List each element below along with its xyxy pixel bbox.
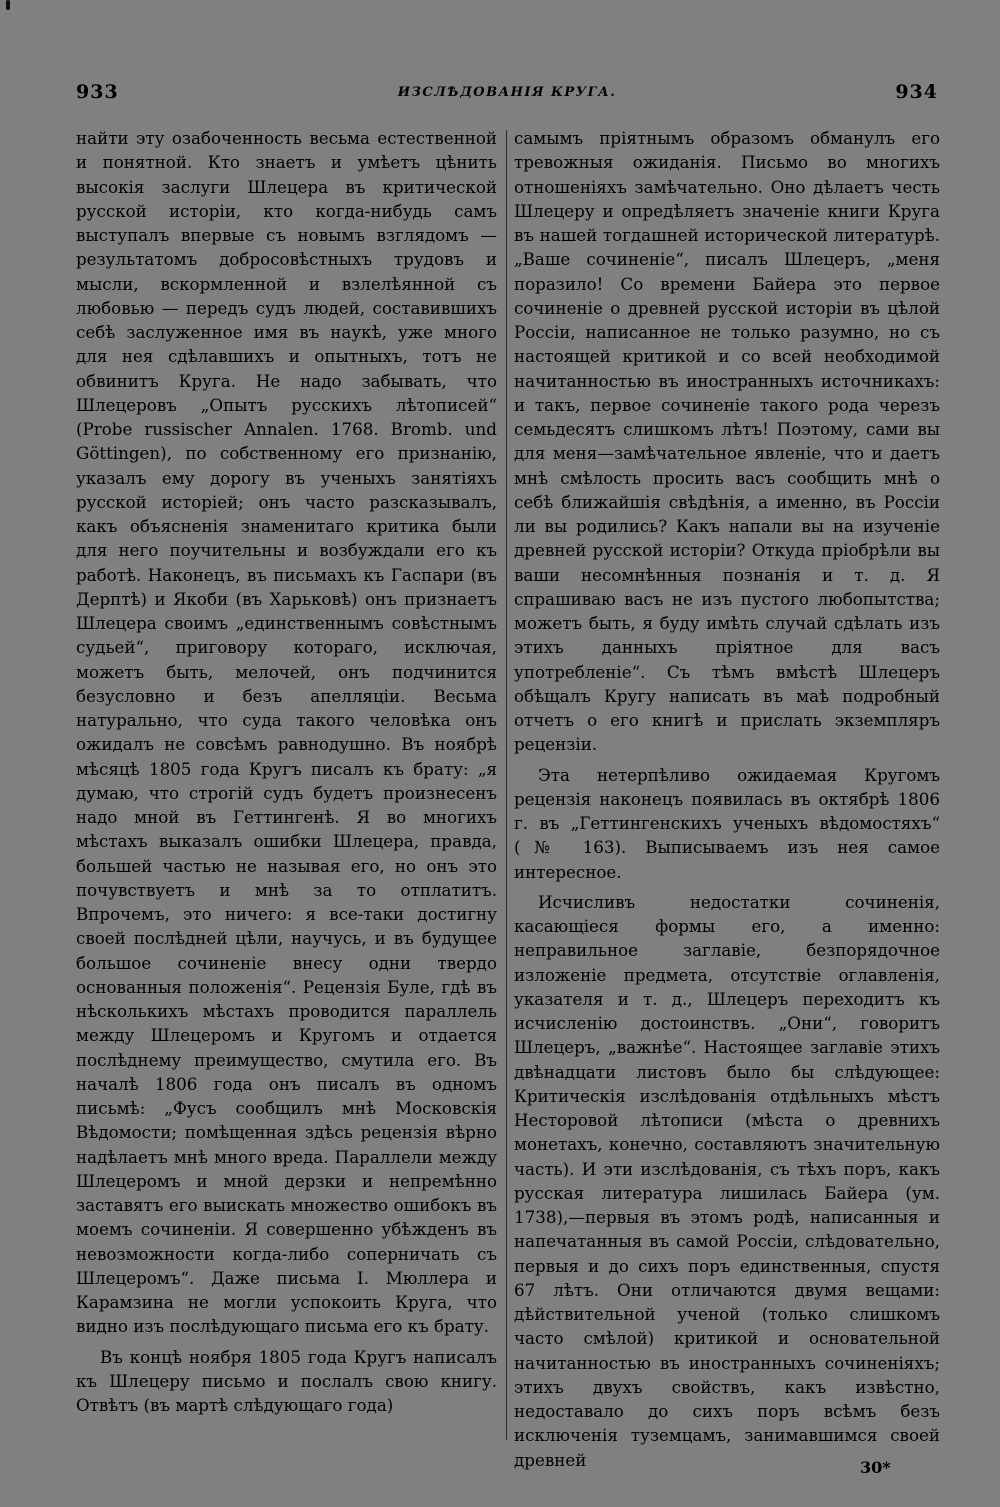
left-column-paragraph: Въ концѣ ноября 1805 года Кругъ написалъ къ Шлецеру письмо и послалъ свою книгу. Отвѣтъ (въ мартѣ слѣдующаго года)	[76, 1346, 497, 1415]
right-column-paragraph: Исчисливъ недостатки сочиненія, касающіеся формы его, а именно: неправильное заглавіе, безпорядочное изложеніе предмета, отсутствіе оглавленія, указателя и т. д., Шлецеръ переходитъ къ исчисленію достоинствъ. „Они“, говоритъ Шлецеръ, „важнѣе“. Настоящее заглавіе этихъ двѣнадцати листовъ было бы слѣдующее: Критическія изслѣдованія отдѣльныхъ мѣстъ Несторовой лѣтописи (мѣста о древнихъ монетахъ, конечно, составляютъ значительную часть). И эти изслѣдованія, съ тѣхъ поръ, какъ русская литература лишилась Байера (ум. 1738),—первыя въ этомъ родѣ, написанныя и напечатанныя въ самой Россіи, слѣдовательно, первыя и до сихъ поръ единственныя, спустя 67 лѣтъ. Они отличаются двумя вещами: дѣйствительной ученой (только слишкомъ часто смѣлой) критикой и основательной начитанностью въ иностранныхъ сочиненіяхъ; этихъ двухъ свойствъ, какъ извѣстно, недоставало до сихъ поръ всѣмъ безъ исключенія туземцамъ, занимавшимся своей древней	[514, 891, 940, 1470]
left-text-column	[76, 126, 497, 1417]
left-page-number: 933	[76, 81, 119, 103]
left-column-paragraph: найти эту озабоченность весьма естественной и понятной. Кто знаетъ и умѣетъ цѣнить высокія заслуги Шлецера въ критической русской исторіи, кто когда-нибудь самъ выступалъ впервые съ новымъ взглядомъ — результатомъ добросовѣстныхъ трудовъ и мысли, вскормленной и взлелѣянной съ любовью — передъ судъ людей, составившихъ себѣ заслуженное имя въ наукѣ, уже много для нея сдѣлавшихъ и опытныхъ, тотъ не обвинитъ Круга. Не надо забывать, что Шлецеровъ „Опытъ русскихъ лѣтописей“ (Probe russischer Annalen. 1768. Bromb. und Göttingen), по собственному его признанію, указалъ ему дорогу въ ученыхъ занятіяхъ русской исторіей; онъ часто разсказывалъ, какъ объясненія знаменитаго критика были для него поучительны и возбуждали его къ работѣ. Наконецъ, въ письмахъ къ Гаспари (въ Дерптѣ) и Якоби (въ Харьковѣ) онъ признаетъ Шлецера своимъ „единственнымъ совѣстнымъ судьей“, приговору котораго, исключая, можетъ быть, мелочей, онъ подчинится безусловно и безъ апелляціи. Весьма натурально, что суда такого человѣка онъ ожидалъ не совсѣмъ равнодушно. Въ ноябрѣ мѣсяцѣ 1805 года Кругъ писалъ къ брату: „я думаю, что строгій судъ будетъ произнесенъ надо мной въ Геттингенѣ. Я во многихъ мѣстахъ выказалъ ошибки Шлецера, правда, большей частью не называя его, но онъ это почувствуетъ и мнѣ за то отплатитъ. Впрочемъ, это ничего: я все-таки достигну своей послѣдней цѣли, научусь, и въ будущее большое сочиненіе внесу одни твердо основанныя положенія“. Рецензія Буле, гдѣ въ нѣсколькихъ мѣстахъ проводится параллель между Шлецеромъ и Кругомъ и отдается послѣднему преимущество, смутила его. Въ началѣ 1806 года онъ писалъ въ одномъ письмѣ: „Фусъ сообщилъ мнѣ Московскія Вѣдомости; помѣщенная здѣсь рецензія вѣрно надѣлаетъ мнѣ много вреда. Параллели между Шлецеромъ и мной дерзки и непремѣнно заставятъ его выискать множество ошибокъ въ моемъ сочиненіи. Я совершенно убѣжденъ въ невозможности когда-либо соперничать съ Шлецеромъ“. Даже письма І. Мюллера и Карамзина не могли успокоить Круга, что видно изъ послѣдующаго письма его къ брату.	[76, 128, 497, 1337]
page-header	[76, 78, 938, 106]
running-title: ИЗСЛѢДОВАНІЯ КРУГА.	[397, 84, 617, 100]
right-text-column	[514, 126, 940, 1472]
column-divider	[506, 130, 507, 1440]
right-page-number: 934	[895, 81, 938, 103]
scan-corner-mark	[6, 0, 10, 10]
right-column-paragraph: Эта нетерпѣливо ожидаемая Кругомъ рецензія наконецъ появилась въ октябрѣ 1806 г. въ „Геттингенскихъ ученыхъ вѣдомостяхъ“ (№ 163). Выписываемъ изъ нея самое интересное.	[514, 764, 940, 882]
right-column-paragraph: самымъ пріятнымъ образомъ обманулъ его тревожныя ожиданія. Письмо во многихъ отношеніяхъ замѣчательно. Оно дѣлаетъ честь Шлецеру и опредѣляетъ значеніе книги Круга въ нашей тогдашней исторической литературѣ. „Ваше сочиненіе“, писалъ Шлецеръ, „меня поразило! Со времени Байера это первое сочиненіе о древней русской исторіи въ цѣлой Россіи, написанное не только разумно, но съ настоящей критикой и со всей необходимой начитанностью въ иностранныхъ источникахъ: и такъ, первое сочиненіе такого рода черезъ семьдесятъ слишкомъ лѣтъ! Поэтому, сами вы для меня—замѣчательное явленіе, что и даетъ мнѣ смѣлость просить васъ сообщить мнѣ о себѣ ближайшія свѣдѣнія, а именно, въ Россіи ли вы родились? Какъ напали вы на изученіе древней русской исторіи? Откуда пріобрѣли вы ваши несомнѣнныя познанія и т. д. Я спрашиваю васъ не изъ пустого любопытства; можетъ быть, я буду имѣть случай сдѣлать изъ этихъ данныхъ пріятное для васъ употребленіе“. Съ тѣмъ вмѣстѣ Шлецеръ обѣщалъ Кругу написать въ маѣ подробный отчетъ о его книгѣ и прислать экземпляръ рецензіи.	[514, 128, 940, 755]
printer-signature-mark: 30*	[860, 1458, 891, 1477]
